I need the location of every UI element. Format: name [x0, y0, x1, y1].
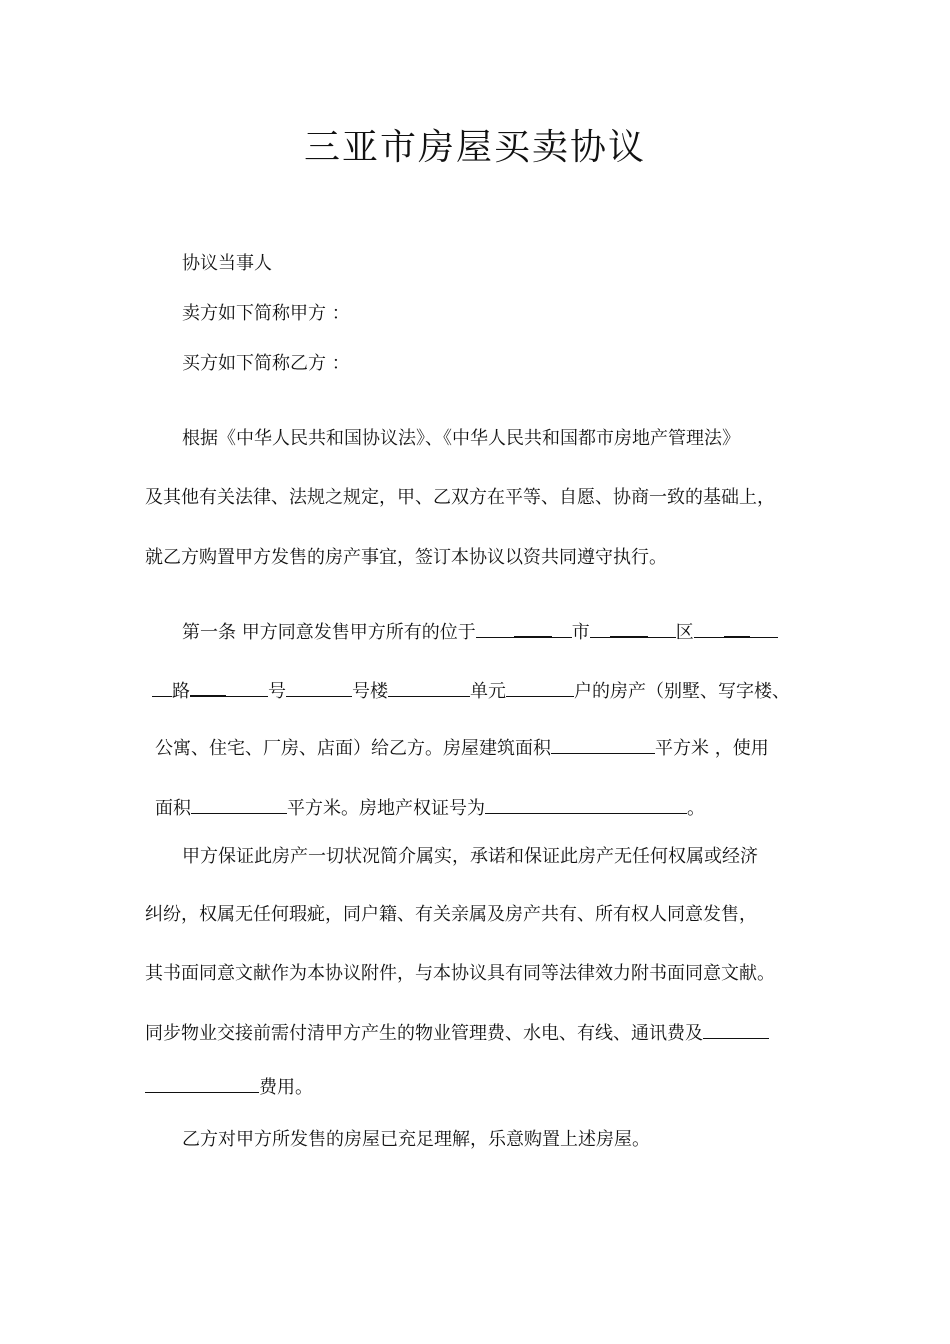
- article1-line-2: [152, 677, 790, 705]
- article1-line-4: [155, 795, 705, 822]
- blank-field[interactable]: [476, 619, 514, 638]
- guarantee-line-5: [145, 1074, 313, 1101]
- article1-text: 公寓、住宅、厂房、店面）给乙方。房屋建筑面积: [155, 738, 551, 759]
- period: 。: [687, 798, 705, 819]
- building-area-blank[interactable]: [551, 735, 655, 754]
- unit-label: 单元: [470, 681, 506, 702]
- blank-field[interactable]: [648, 619, 676, 638]
- blank-field[interactable]: [226, 678, 268, 697]
- blank-field[interactable]: [590, 619, 610, 638]
- city-label: 市: [571, 622, 590, 643]
- understanding-line: 乙方对甲方所发售的房屋已充足理解，乐意购置上述房屋。: [182, 1129, 650, 1150]
- preamble-line-2: 及其他有关法律、法规之规定，甲、乙双方在平等、自愿、协商一致的基础上，: [145, 487, 775, 508]
- document-title: 三亚市房屋买卖协议: [303, 127, 646, 168]
- property-type-text: 户的房产（别墅、写字楼、: [574, 681, 790, 702]
- number-label: 号: [268, 681, 286, 702]
- fees-label: 费用。: [259, 1077, 313, 1098]
- article1-text: 第一条 甲方同意发售甲方所有的位于: [182, 622, 476, 643]
- blank-field[interactable]: [552, 619, 572, 638]
- area-unit-text: 平方米 ，使用: [655, 738, 769, 759]
- blank-field[interactable]: [152, 678, 172, 697]
- parties-heading: 协议当事人: [182, 253, 272, 274]
- usable-area-label: 面积: [155, 798, 191, 819]
- article1-line-3: [155, 735, 769, 762]
- road-label: 路: [172, 681, 190, 702]
- guarantee-line-3: 其书面同意文献作为本协议附件，与本协议具有同等法律效力附书面同意文献。: [145, 963, 775, 984]
- household-blank[interactable]: [506, 678, 574, 697]
- article1-line-1: [182, 618, 778, 646]
- certificate-label: 平方米。房地产权证号为: [287, 798, 485, 819]
- fees-blank[interactable]: [703, 1020, 769, 1039]
- blank-field[interactable]: [750, 619, 778, 638]
- blank-field[interactable]: [694, 619, 724, 638]
- number-blank[interactable]: [190, 677, 226, 697]
- fees-text: 同步物业交接前需付清甲方产生的物业管理费、水电、有线、通讯费及: [145, 1023, 703, 1044]
- usable-area-blank[interactable]: [191, 795, 287, 814]
- certificate-number-blank[interactable]: [485, 795, 687, 814]
- seller-line: 卖方如下简称甲方 ：: [182, 303, 350, 324]
- district-label: 区: [675, 622, 694, 643]
- building-blank[interactable]: [286, 678, 352, 697]
- guarantee-line-2: 纠纷，权属无任何瑕疵，同户籍、有关亲属及房产共有、所有权人同意发售，: [145, 904, 757, 925]
- preamble-line-1: 根据《中华人民共和国协议法》、《中华人民共和国都市房地产管理法》: [182, 428, 740, 449]
- road-blank[interactable]: [724, 618, 750, 638]
- city-blank[interactable]: [514, 618, 552, 638]
- fees-blank[interactable]: [145, 1074, 259, 1093]
- preamble-line-3: 就乙方购置甲方发售的房产事宜，签订本协议以资共同遵守执行。: [145, 547, 667, 568]
- guarantee-line-4: [145, 1020, 769, 1047]
- building-label: 号楼: [352, 681, 388, 702]
- buyer-line: 买方如下简称乙方 ：: [182, 353, 350, 374]
- guarantee-line-1: 甲方保证此房产一切状况简介属实，承诺和保证此房产无任何权属或经济: [182, 846, 758, 867]
- district-blank[interactable]: [610, 618, 648, 638]
- unit-blank[interactable]: [388, 678, 470, 697]
